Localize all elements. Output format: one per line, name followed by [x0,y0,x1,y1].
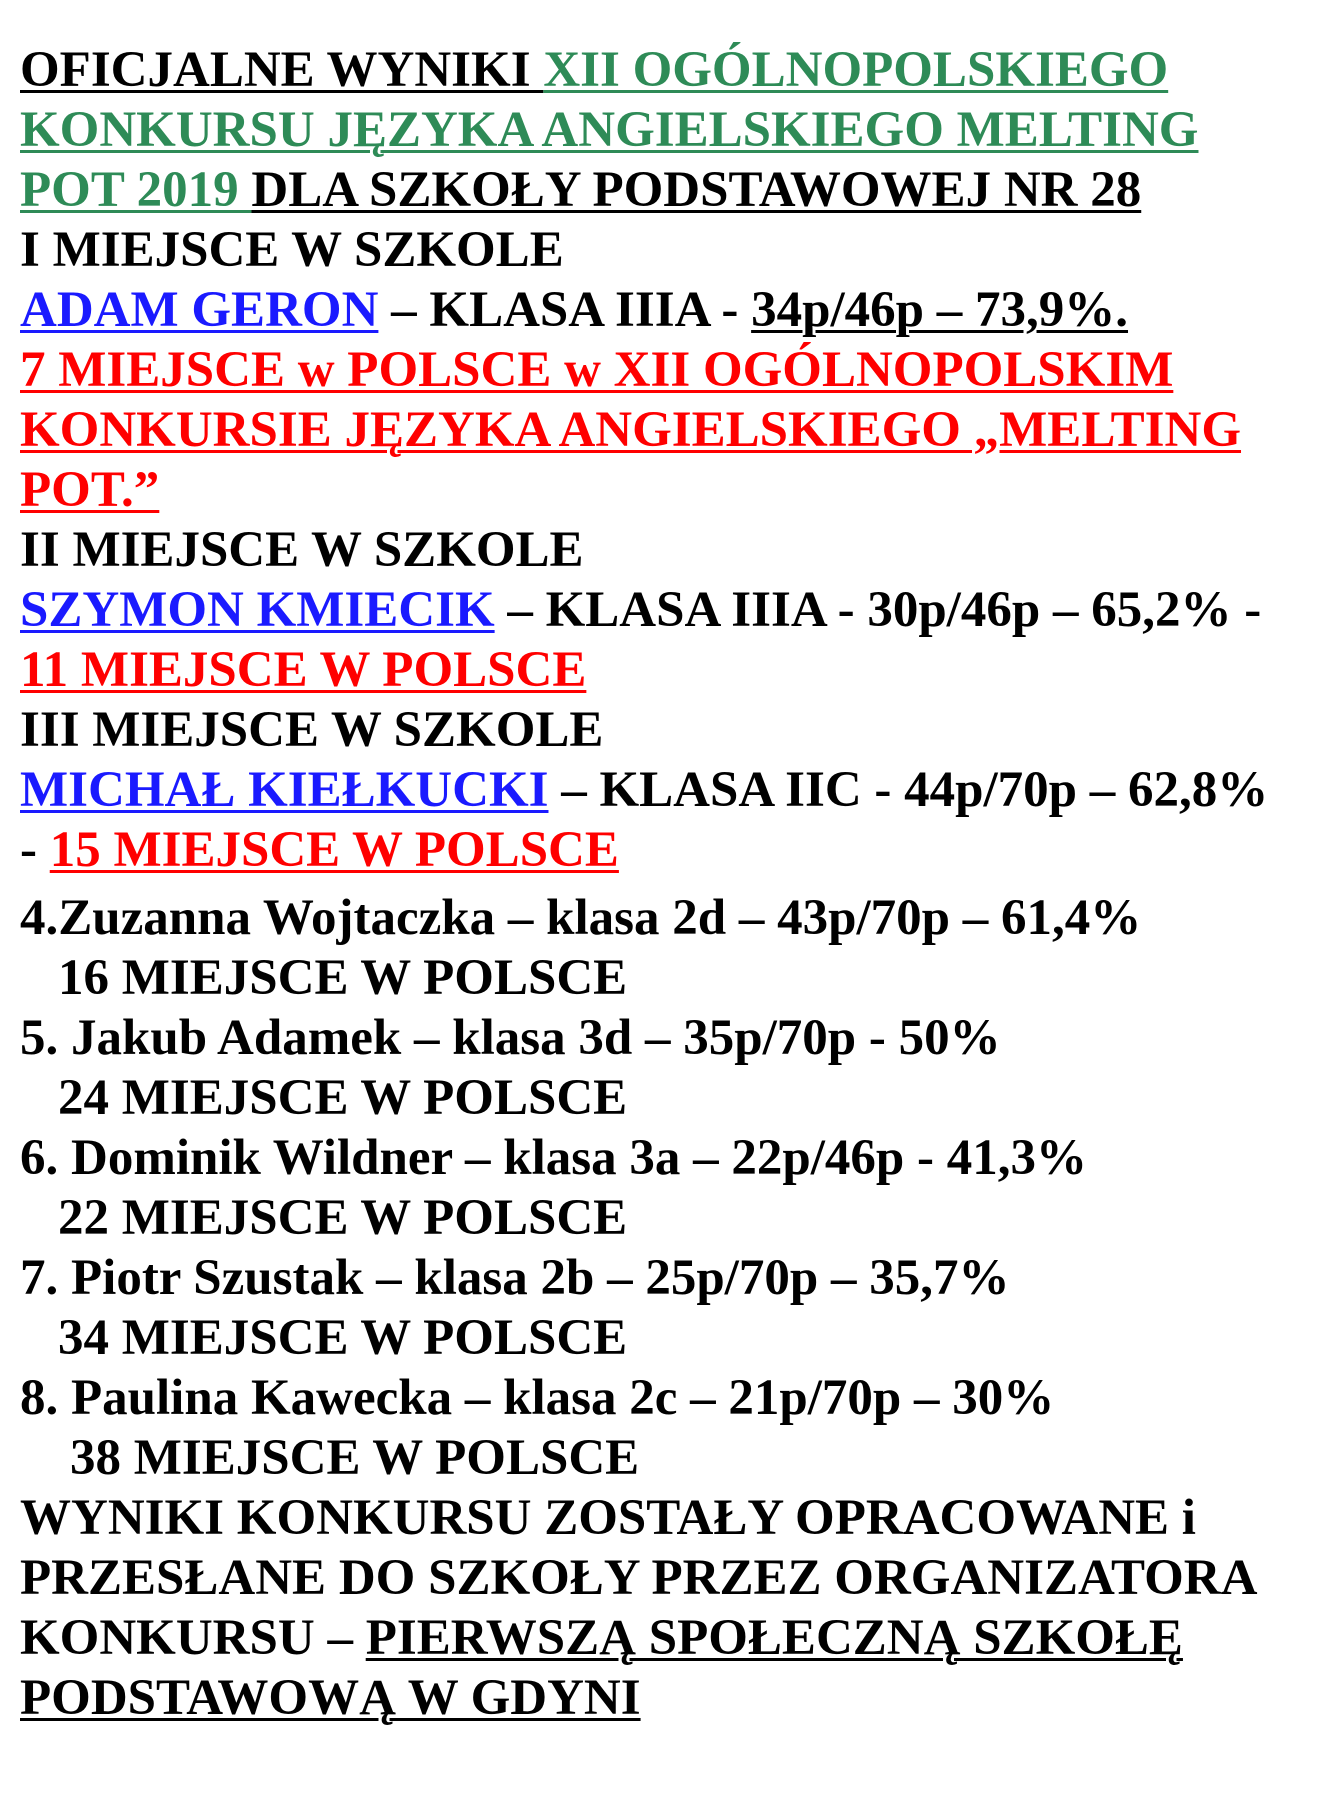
footer-line-1: WYNIKI KONKURSU ZOSTAŁY OPRACOWANE i [20,1490,1196,1546]
result-place: 38 MIEJSCE W POLSCE [70,1430,640,1486]
first-place-score: 34p/46p – 73,9%. [751,282,1129,338]
third-place-poland-text: 15 MIEJSCE W POLSCE [49,822,619,878]
third-place-poland [20,820,1315,880]
third-place-dash: - [20,822,50,878]
result-place: 22 MIEJSCE W POLSCE [58,1190,628,1246]
result-place: 16 MIEJSCE W POLSCE [58,950,628,1006]
footer-line-2: PRZESŁANE DO SZKOŁY PRZEZ ORGANIZATORA [20,1550,1258,1606]
first-place-poland-text-2: KONKURSIE JĘZYKA ANGIELSKIEGO „MELTING [20,402,1242,458]
result-line: 7. Piotr Szustak – klasa 2b – 25p/70p – 35,7% [20,1250,1010,1306]
first-place-row [20,280,1315,340]
first-place-poland-text-1: 7 MIEJSCE w POLSCE w XII OGÓLNOPOLSKIM [20,342,1174,398]
second-place-poland [20,640,1315,700]
title-contest-name-2: KONKURSU JĘZYKA ANGIELSKIEGO MELTING [20,102,1199,158]
second-place-row [20,580,1315,640]
third-place-name-link[interactable]: MICHAŁ KIEŁKUCKI [20,762,549,818]
second-place-name-link[interactable]: SZYMON KMIECIK [20,582,495,638]
result-line: 8. Paulina Kawecka – klasa 2c – 21p/70p – 30% [20,1370,1055,1426]
third-place-details: – KLASA IIC - 44p/70p – 62,8% [548,762,1269,818]
title-line-1 [20,40,1315,100]
first-place-details: – KLASA IIIA - [378,282,752,338]
second-place-heading: II MIEJSCE W SZKOLE [20,522,584,578]
result-place: 34 MIEJSCE W POLSCE [58,1310,628,1366]
results-document [20,40,1315,1728]
first-place-heading: I MIEJSCE W SZKOLE [20,222,564,278]
title-school: DLA SZKOŁY PODSTAWOWEJ NR 28 [251,162,1142,218]
organizer-link-1[interactable]: PIERWSZĄ SPOŁECZNĄ SZKOŁĘ [365,1610,1183,1666]
organizer-link-2[interactable]: PODSTAWOWĄ W GDYNI [20,1670,641,1726]
title-line-2 [20,100,1315,160]
footer-line-3 [20,1608,1315,1668]
second-place-details: – KLASA IIIA - 30p/46p – 65,2% - [494,582,1262,638]
first-place-poland-2 [20,400,1315,460]
title-contest-name-1: XII OGÓLNOPOLSKIEGO [543,42,1169,98]
result-line: 6. Dominik Wildner – klasa 3a – 22p/46p - 41,3% [20,1130,1087,1186]
first-place-name-link[interactable]: ADAM GERON [20,282,379,338]
footer-line-4 [20,1668,1315,1728]
result-place: 24 MIEJSCE W POLSCE [58,1070,628,1126]
second-place-poland-text: 11 MIEJSCE W POLSCE [20,642,587,698]
first-place-poland-text-3: POT.” [20,462,160,518]
title-contest-name-3: POT 2019 [20,162,252,218]
result-line: 4.Zuzanna Wojtaczka – klasa 2d – 43p/70p – 61,4% [20,890,1142,946]
result-line: 5. Jakub Adamek – klasa 3d – 35p/70p - 50% [20,1010,1001,1066]
title-part1: OFICJALNE WYNIKI [20,42,544,98]
title-line-3 [20,160,1315,220]
third-place-heading: III MIEJSCE W SZKOLE [20,702,604,758]
first-place-poland-3 [20,460,1315,520]
footer-line-3-text: KONKURSU – [20,1610,366,1666]
third-place-row [20,760,1315,820]
first-place-poland-1 [20,340,1315,400]
